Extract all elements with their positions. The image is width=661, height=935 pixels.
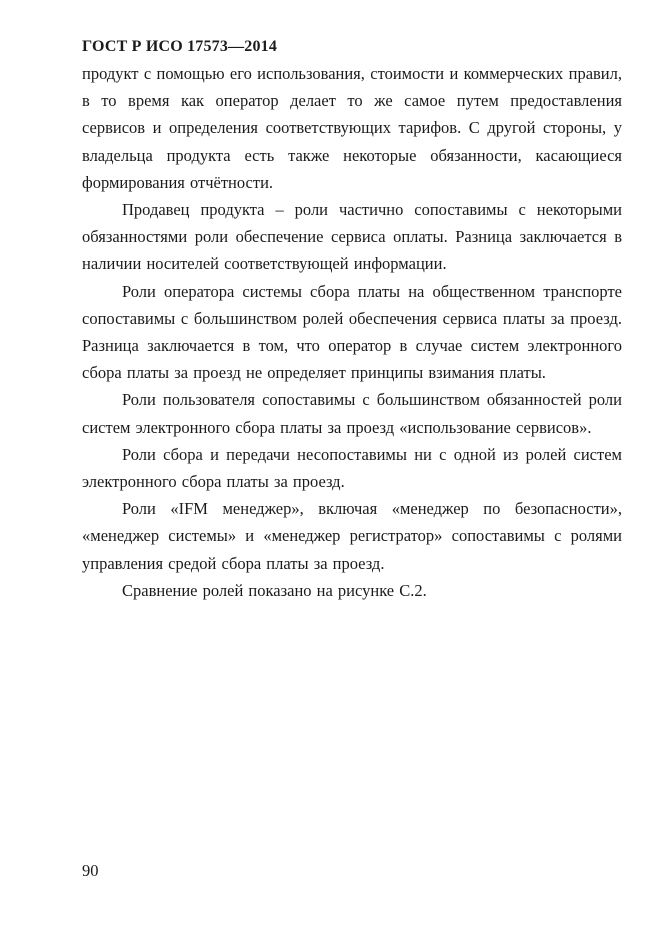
- paragraph: продукт с помощью его использования, стоимости и коммерческих правил, в то время как оператор делает то же самое путем предоставления сервисов и определения соответствующих тарифов. С другой стороны, у владельца продукта есть также некоторые обязанности, касающиеся формирования отчётности.: [82, 64, 622, 192]
- text-block: [82, 33, 622, 604]
- page-number: 90: [82, 861, 99, 880]
- paragraph: Роли оператора системы сбора платы на общественном транспорте сопоставимы с большинством ролей обеспечения сервиса платы за проезд. Разница заключается в том, что оператор в случае систем электронного сбора платы за проезд не определяет принципы взимания платы.: [82, 281, 622, 383]
- paragraph: Продавец продукта – роли частично сопоставимы с некоторыми обязанностями роли обеспечение сервиса оплаты. Разница заключается в наличии носителей соответствующей информации.: [82, 200, 622, 274]
- paragraph: Роли «IFM менеджер», включая «менеджер по безопасности», «менеджер системы» и «менеджер регистратор» сопоставимы с ролями управления средой сбора платы за проезд.: [82, 499, 622, 573]
- paragraph: Роли пользователя сопоставимы с большинством обязанностей роли систем электронного сбора платы за проезд «использование сервисов».: [82, 390, 622, 437]
- paragraph: Роли сбора и передачи несопоставимы ни с одной из ролей систем электронного сбора платы за проезд.: [82, 444, 622, 492]
- paragraph: Сравнение ролей показано на рисунке С.2.: [122, 580, 427, 600]
- document-header: ГОСТ Р ИСО 17573—2014: [82, 38, 278, 55]
- document-body: [82, 60, 622, 604]
